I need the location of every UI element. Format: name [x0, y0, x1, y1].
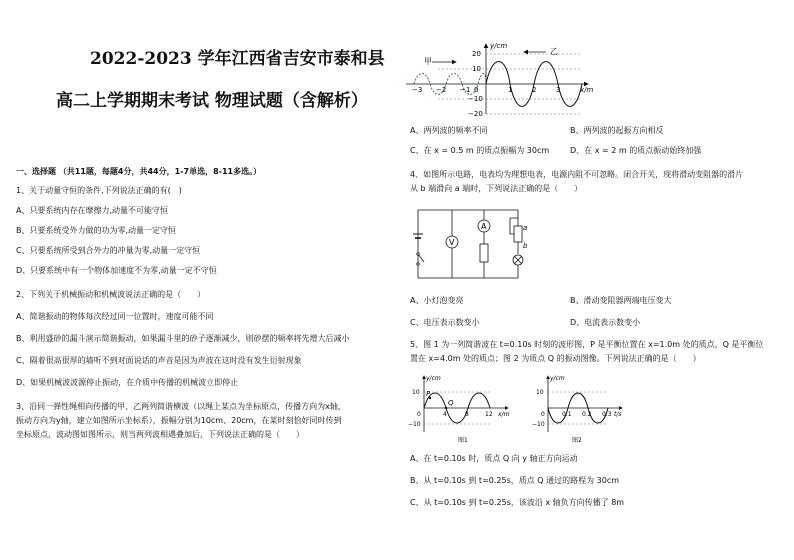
q5-figure-1: [408, 372, 518, 444]
point-q-label: Q: [448, 399, 454, 407]
x-tick: 4: [443, 411, 447, 418]
ammeter-label: A: [481, 222, 487, 231]
q2-option-b: B、利用盛砂的漏斗演示简谐振动，如果漏斗里的砂子逐渐减少，则砂摆的频率将先增大后减小: [16, 334, 350, 343]
q3-stem-line2: 振动方向为y轴，建立如图所示坐标系），振幅分别为10cm、20cm，在某时刻恰好同时传到: [16, 416, 342, 425]
y-tick: 0: [417, 411, 421, 418]
q4-option-b: B、滑动变阻器两端电压变大: [570, 296, 672, 305]
q4-option-d: D、电流表示数变小: [570, 318, 641, 327]
point-p-label: P: [426, 390, 431, 398]
q5-stem-line1: 5、图 1 为一列简谐波在 t=0.10s 时刻的波形图，P 是平衡位置在 x=1.0m 处的质点，Q 是平衡位: [410, 340, 764, 349]
q5-stem-line2: 置在 x=4.0m 处的质点；图 2 为质点 Q 的振动图像。下列说法正确的是（ ）: [410, 354, 701, 363]
x-tick: −2: [436, 86, 447, 94]
wave-a-label: 甲: [424, 57, 432, 66]
q2-option-a: A、简谐振动的物体每次经过同一位置时，速度可能不同: [16, 312, 214, 321]
y-tick: 20: [472, 50, 481, 58]
y-tick: 10: [536, 389, 544, 396]
q2-option-c: C、隔着很高很厚的墙听不到对面说话的声音是因为声波在这时没有发生衍射现象: [16, 356, 302, 365]
x-tick: 8: [465, 411, 469, 418]
q4-circuit-diagram: [410, 200, 530, 284]
y-axis-label: y/cm: [426, 375, 441, 382]
q4-option-a: A、小灯泡变亮: [410, 296, 464, 305]
y-axis-label: y/cm: [490, 42, 508, 50]
x-axis-label: x/m: [580, 86, 594, 94]
t-tick: 0.1: [562, 411, 572, 418]
q2-option-d: D、如果机械波波源停止振动，在介质中传播的机械波立即停止: [16, 378, 239, 387]
x-tick: 12: [485, 411, 493, 418]
q5-option-c: C、从 t=0.10s 到 t=0.25s，该波沿 x 轴负方向传播了 8m: [410, 498, 625, 507]
q5-figure-2: [532, 372, 632, 444]
x-tick: 1: [508, 86, 513, 94]
doc-title-line1: 2022-2023 学年江西省吉安市泰和县: [90, 49, 385, 69]
q3-stem-line1: 3、沿同一弹性绳相向传播的甲、乙两列简谐横波（以绳上某点为坐标原点，传播方向为x轴，: [16, 402, 346, 411]
y-tick: 10: [472, 65, 481, 73]
y-tick: 10: [412, 389, 420, 396]
t-tick: 0.2: [582, 411, 592, 418]
y-tick: −10: [408, 421, 421, 428]
q4-option-c: C、电压表示数变小: [410, 318, 480, 327]
q1-option-d: D、只要系统中有一个物体加速度不为零,动量一定不守恒: [16, 266, 217, 275]
y-tick: 0: [474, 86, 479, 94]
section-heading: 一、选择题 （共11题，每题4分，共44分，1-7单选，8-11多选。）: [16, 167, 262, 176]
x-tick: 3: [556, 86, 561, 94]
q5-option-a: A、在 t=0.10s 时，质点 Q 向 y 轴正方向运动: [410, 454, 578, 463]
figure-caption: 图1: [458, 437, 468, 444]
x-tick: −3: [412, 86, 423, 94]
y-tick: 0: [541, 411, 545, 418]
t-tick: 0.3: [602, 411, 612, 418]
q1-stem: 1、关于动量守恒的条件,下列说法正确的有( ): [16, 186, 182, 195]
q5-option-b: B、从 t=0.10s 到 t=0.25s，质点 Q 通过的路程为 30cm: [410, 476, 620, 485]
y-axis-label: y/cm: [550, 375, 565, 382]
rheostat-end-b: b: [523, 242, 528, 250]
q4-stem-line1: 4、如图所示电路，电表均为理想电表，电源内阻不可忽略。闭合开关，现将滑动变阻器的滑片: [410, 170, 744, 179]
q1-option-b: B、只要系统受外力做的功为零,动量一定守恒: [16, 226, 177, 235]
q3-wave-figure: [404, 40, 594, 116]
x-tick: −1: [460, 86, 471, 94]
voltmeter-label: V: [449, 238, 455, 247]
q2-stem: 2、下列关于机械振动和机械波说法正确的是（ ）: [16, 290, 206, 299]
point-q: [445, 407, 447, 409]
wave-b-label: 乙: [550, 47, 558, 56]
q3-option-b: B、两列波的起振方向相反: [570, 126, 664, 135]
y-tick: −10: [468, 95, 483, 103]
q3-option-c: C、在 x = 0.5 m 的质点振幅为 30cm: [410, 146, 550, 155]
q3-option-d: D、在 x = 2 m 的质点振动始终加强: [570, 146, 702, 155]
q4-stem-line2: 从 b 端滑向 a 端时，下列说法正确的是（ ）: [410, 184, 583, 193]
y-tick: −10: [532, 421, 545, 428]
doc-title-line2: 高二上学期期末考试 物理试题（含解析）: [56, 91, 368, 111]
x-axis-label: x/m: [498, 411, 510, 418]
q1-option-a: A、只要系统内存在摩擦力,动量不可能守恒: [16, 206, 169, 215]
x-tick: 2: [532, 86, 537, 94]
figure-caption: 图2: [572, 437, 582, 444]
rheostat-end-a: a: [523, 224, 528, 232]
t-axis-label: t/s: [614, 411, 622, 418]
q3-stem-line3: 坐标原点，波动图如图所示，则当两列波相遇叠加后，下列说法正确的是（ ）: [16, 430, 304, 439]
q1-option-c: C、只要系统所受到合外力的冲量为零,动量一定守恒: [16, 246, 201, 255]
y-tick: −20: [468, 110, 483, 116]
q3-option-a: A、两列波的频率不同: [410, 126, 488, 135]
